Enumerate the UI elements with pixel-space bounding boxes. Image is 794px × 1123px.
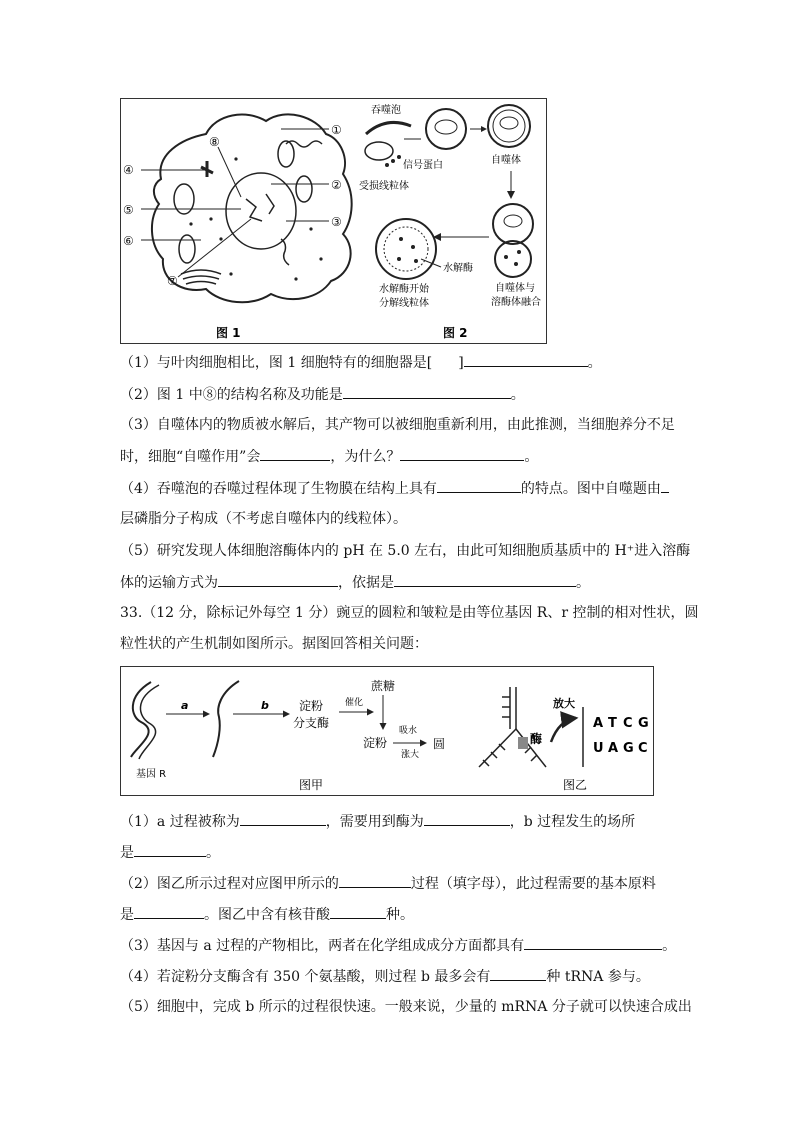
p2-q2-text-e: 种。 (386, 907, 414, 923)
p2-q4-text-b: 种 tRNA 参与。 (546, 969, 650, 985)
mitochondrion (296, 176, 312, 202)
p2-q2-text-d: 。图乙中含有核苷酸 (204, 907, 330, 923)
p2-q4-blank[interactable] (490, 966, 546, 981)
base-letter: T (608, 716, 617, 731)
base-letter: G (638, 716, 649, 731)
label-damaged-mito: 受损线粒体 (359, 181, 409, 192)
p2-q2-text-a: （2）图乙所示过程对应图甲所示的 (120, 876, 339, 892)
cell-autophagy-diagram (121, 99, 546, 343)
base-letter: A (608, 741, 619, 756)
marker-6: ⑥ (123, 234, 134, 248)
autophagosome (488, 105, 530, 147)
p2-q1-line-2 (120, 842, 676, 863)
marker-8-top: ⑧ (209, 135, 220, 149)
p2-q2-blank-3[interactable] (330, 904, 386, 919)
dna-sequence-row (593, 716, 649, 731)
q3-text-a: 时，细胞“自噬作用”会 (120, 449, 261, 465)
q1-line (120, 352, 676, 373)
q1-blank[interactable] (464, 352, 588, 367)
q4-text-a: （4）吞噬泡的吞噬过程体现了生物膜在结构上具有 (120, 481, 437, 497)
p2-q2-text-c: 是 (120, 907, 134, 923)
label-enzyme: 酶 (530, 732, 543, 746)
base-letter: U (593, 741, 604, 756)
q5-text-b: ，依据是 (338, 575, 394, 591)
q3-text-c: 。 (524, 449, 539, 465)
rna-sequence-row (593, 741, 648, 756)
p2-q2-line-2 (120, 904, 676, 925)
label-b: b (261, 699, 269, 712)
q3-blank-2[interactable] (400, 446, 524, 461)
figure-gene-expression (120, 666, 654, 796)
q5-text-a: 体的运输方式为 (120, 575, 218, 591)
p2-q5-line: （5）细胞中，完成 b 所示的过程很快速。一般来说，少量的 mRNA 分子就可以快速合成出 (120, 999, 692, 1015)
label-enzyme-line-1: 淀粉 (299, 699, 324, 713)
mitochondrion (278, 141, 294, 167)
fusion-lysosome (495, 241, 531, 277)
q4-line-2: 层磷脂分子构成（不考虑自噬体内的线粒体）。 (120, 511, 407, 527)
q5-blank-1[interactable] (218, 572, 338, 587)
p2-q2-text-b: 过程（填字母），此过程需要的基本原料 (410, 876, 656, 892)
p2-q4-text-a: （4）若淀粉分支酶含有 350 个氨基酸，则过程 b 最多会有 (120, 969, 491, 985)
label-round: 圆 (433, 737, 446, 751)
marker-7: ⑦ (167, 274, 178, 288)
figure-cell-autophagy (120, 98, 547, 344)
label-phagophore: 吞噬泡 (371, 105, 401, 116)
p2-q1-text-b: ，需要用到酶为 (325, 814, 424, 830)
centrosome (201, 161, 213, 177)
p2-q1-line-1 (120, 811, 676, 832)
q2-text-a: （2）图 1 中⑧的结构名称及功能是 (120, 387, 343, 403)
p2-q3-text-b: 。 (662, 938, 677, 954)
p2-q3-line (120, 935, 676, 956)
q5-text-c: 。 (576, 575, 590, 591)
enlarge-arrow (551, 718, 576, 742)
p2-q1-text-e: 。 (206, 845, 220, 861)
q4-line-1 (120, 478, 676, 499)
fig2-caption: 图 2 (443, 326, 468, 340)
golgi (181, 270, 221, 284)
marker-1: ① (331, 123, 342, 137)
q1-text-a: （1）与叶肉细胞相比，图 1 细胞特有的细胞器是[ (120, 355, 433, 371)
label-starch: 淀粉 (363, 736, 388, 750)
p2-q1-text-a: （1）a 过程被称为 (120, 814, 240, 830)
q33-intro-line-2: 粒性状的产生机制如图所示。据图回答相关问题： (120, 636, 428, 652)
label-signal-protein: 信号蛋白 (403, 160, 443, 171)
q4-blank-1[interactable] (437, 478, 521, 493)
p2-q2-line-1 (120, 873, 676, 894)
p2-q3-text-a: （3）基因与 a 过程的产物相比，两者在化学组成成分方面都具有 (120, 938, 525, 954)
q33-intro-line-1: 33.（12 分，除标记外每空 1 分）豌豆的圆粒和皱粒是由等位基因 R、r 控制的相对性状，圆 (120, 605, 699, 621)
base-letter: C (623, 716, 633, 731)
q4-text-b: 的特点。图中自噬题由 (520, 481, 661, 497)
q1-text-c: 。 (587, 355, 602, 371)
label-fusion-2: 溶酶体融合 (491, 297, 541, 308)
caption-fig-jia: 图甲 (299, 778, 324, 792)
q2-text-b: 。 (510, 387, 525, 403)
p2-q2-blank-1[interactable] (339, 873, 411, 888)
p2-q3-blank[interactable] (524, 935, 662, 950)
marker-3: ③ (331, 215, 342, 229)
label-sucrose: 蔗糖 (371, 679, 396, 693)
base-letter: C (638, 741, 648, 756)
label-decomp-2: 分解线粒体 (379, 298, 429, 309)
label-a: a (181, 699, 189, 712)
q3-line-2 (120, 446, 676, 467)
label-enzyme-line-2: 分支酶 (293, 716, 330, 730)
marker-5: ⑤ (123, 203, 134, 217)
caption-fig-yi: 图乙 (563, 778, 588, 792)
enzyme-block (518, 737, 528, 749)
label-catalyze: 催化 (345, 698, 364, 708)
marker-2: ② (331, 178, 342, 192)
p2-q1-blank-2[interactable] (424, 811, 510, 826)
damaged-mitochondrion (365, 142, 393, 160)
mrna-strand (213, 681, 239, 757)
marker-labels (123, 123, 342, 288)
mitochondrion (179, 235, 195, 263)
q5-blank-2[interactable] (394, 572, 576, 587)
q3-text-b: ，为什么？ (330, 449, 401, 465)
q3-blank-1[interactable] (260, 446, 330, 461)
base-letter: G (623, 741, 634, 756)
p2-q1-text-c: ，b 过程发生的场所 (509, 814, 636, 830)
marker-4: ④ (123, 163, 134, 177)
transcription-fork (479, 687, 546, 767)
p2-q1-blank-1[interactable] (240, 811, 326, 826)
q5-line-1: （5）研究发现人体细胞溶酶体内的 pH 在 5.0 左右，由此可知细胞质基质中的 H⁺进入溶酶 (120, 543, 691, 559)
q1-text-b: ] (458, 355, 464, 371)
p2-q2-blank-2[interactable] (134, 904, 204, 919)
fusion-autophagosome (493, 204, 533, 244)
q4-blank-2[interactable] (661, 478, 669, 493)
degrading-vesicle (376, 219, 436, 279)
label-fusion-1: 自噬体与 (495, 283, 535, 294)
label-swell: 涨大 (401, 750, 420, 760)
q2-line (120, 384, 676, 405)
p2-q4-line (120, 966, 676, 987)
q3-line-1: （3）自噬体内的物质被水解后，其产物可以被细胞重新利用，由此推测，当细胞养分不足 (120, 417, 675, 433)
base-letter: A (593, 716, 604, 731)
q2-blank[interactable] (343, 384, 511, 399)
phagophore (366, 122, 411, 134)
fig1-caption: 图 1 (216, 326, 241, 340)
label-absorb: 吸水 (399, 726, 418, 736)
q5-line-2 (120, 572, 676, 593)
p2-q1-blank-3[interactable] (134, 842, 206, 857)
label-decomp-1: 水解酶开始 (379, 284, 429, 295)
label-autophagosome: 自噬体 (491, 155, 521, 166)
label-gene-r: 基因 R (136, 769, 167, 780)
label-enlarge: 放大 (553, 697, 575, 710)
engulfing-vesicle (426, 109, 466, 149)
gene-expression-diagram (121, 667, 653, 795)
label-hydrolase: 水解酶 (443, 263, 473, 274)
p2-q1-text-d: 是 (120, 845, 134, 861)
